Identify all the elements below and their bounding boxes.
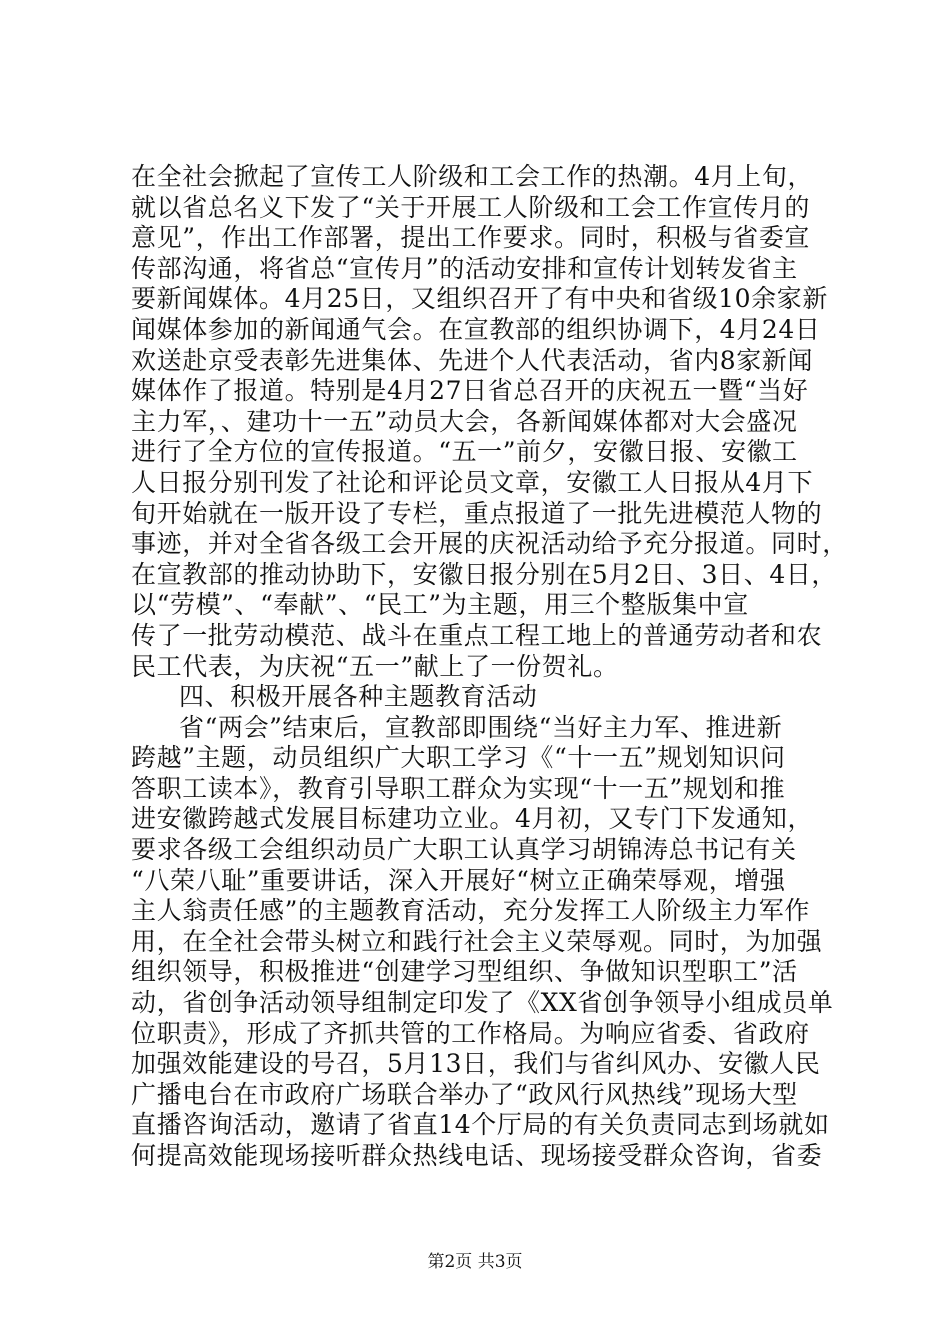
- text-line: “八荣八耻”重要讲话，深入开展好“树立正确荣辱观，增强: [131, 865, 786, 895]
- text-line: 何提高效能现场接听群众热线电话、现场接受群众咨询，省委: [131, 1141, 823, 1170]
- text-line: 主力军，、建功十一五”动员大会，各新闻媒体都对大会盛况: [131, 406, 798, 436]
- text-line: 在全社会掀起了宣传工人阶级和工会工作的热潮。4月上旬，: [131, 162, 814, 191]
- text-line: 动，省创争活动领导组制定印发了《XX省创争领导小组成员单: [131, 988, 834, 1018]
- text-line: 就以省总名义下发了“关于开展工人阶级和工会工作宣传月的: [131, 192, 810, 222]
- text-line: 进安徽跨越式发展目标建功立业。4月初，又专门下发通知，: [131, 804, 814, 834]
- text-line: 媒体作了报道。特别是4月27日省总召开的庆祝五一暨“当好: [131, 376, 809, 406]
- text-line: 要新闻媒体。4月25日，又组织召开了有中央和省级10余家新: [131, 284, 828, 314]
- text-line: 进行了全方位的宣传报道。“五一”前夕，安徽日报、安徽工: [131, 437, 798, 467]
- text-line: 答职工读本》，教育引导职工群众为实现“十一五”规划和推: [131, 773, 786, 803]
- text-line: 广播电台在市政府广场联合举办了“政风行风热线”现场大型: [131, 1079, 798, 1109]
- text-line: 欢送赴京受表彰先进集体、先进个人代表活动，省内8家新闻: [131, 345, 814, 375]
- document-body: [131, 162, 848, 1172]
- text-line: 旬开始就在一版开设了专栏，重点报道了一批先进模范人物的: [131, 498, 823, 528]
- text-line: 主人翁责任感”的主题教育活动，充分发挥工人阶级主力军作: [131, 896, 810, 926]
- text-line: 跨越”主题，动员组织广大职工学习《“十一五”规划知识问: [131, 743, 786, 773]
- text-line: 省“两会”结束后，宣教部即围绕“当好主力军、推进新: [179, 712, 783, 742]
- text-line: 以“劳模”、“奉献”、“民工”为主题，用三个整版集中宣: [131, 590, 749, 620]
- text-line: 人日报分别刊发了社论和评论员文章，安徽工人日报从4月下: [131, 467, 814, 497]
- text-line: 位职责》，形成了齐抓共管的工作格局。为响应省委、省政府: [131, 1018, 810, 1048]
- text-line: 传了一批劳动模范、战斗在重点工程工地上的普通劳动者和农: [131, 620, 823, 650]
- text-line: 在宣教部的推动协助下，安徽日报分别在5月2日、3日、4日，: [131, 559, 838, 589]
- text-line: 意见”，作出工作部署，提出工作要求。同时，积极与省委宣: [131, 223, 810, 253]
- text-line: 组织领导，积极推进“创建学习型组织、争做知识型职工”活: [131, 957, 798, 987]
- text-line: 直播咨询活动，邀请了省直14个厅局的有关负责同志到场就如: [131, 1110, 830, 1140]
- text-line: 民工代表，为庆祝“五一”献上了一份贺礼。: [131, 651, 619, 681]
- text-line: 闻媒体参加的新闻通气会。在宣教部的组织协调下，4月24日: [131, 314, 821, 344]
- text-line: 加强效能建设的号召，5月13日，我们与省纠风办、安徽人民: [131, 1049, 821, 1079]
- page-footer: 第2页 共3页: [427, 1252, 523, 1272]
- text-line: 传部沟通，将省总“宣传月”的活动安排和宣传计划转发省主: [131, 253, 798, 283]
- text-line: 要求各级工会组织动员广大职工认真学习胡锦涛总书记有关: [131, 835, 797, 865]
- text-line: 用，在全社会带头树立和践行社会主义荣辱观。同时，为加强: [131, 926, 823, 956]
- text-line: 四、积极开展各种主题教育活动: [179, 682, 538, 712]
- text-line: 事迹，并对全省各级工会开展的庆祝活动给予充分报道。同时，: [131, 529, 848, 559]
